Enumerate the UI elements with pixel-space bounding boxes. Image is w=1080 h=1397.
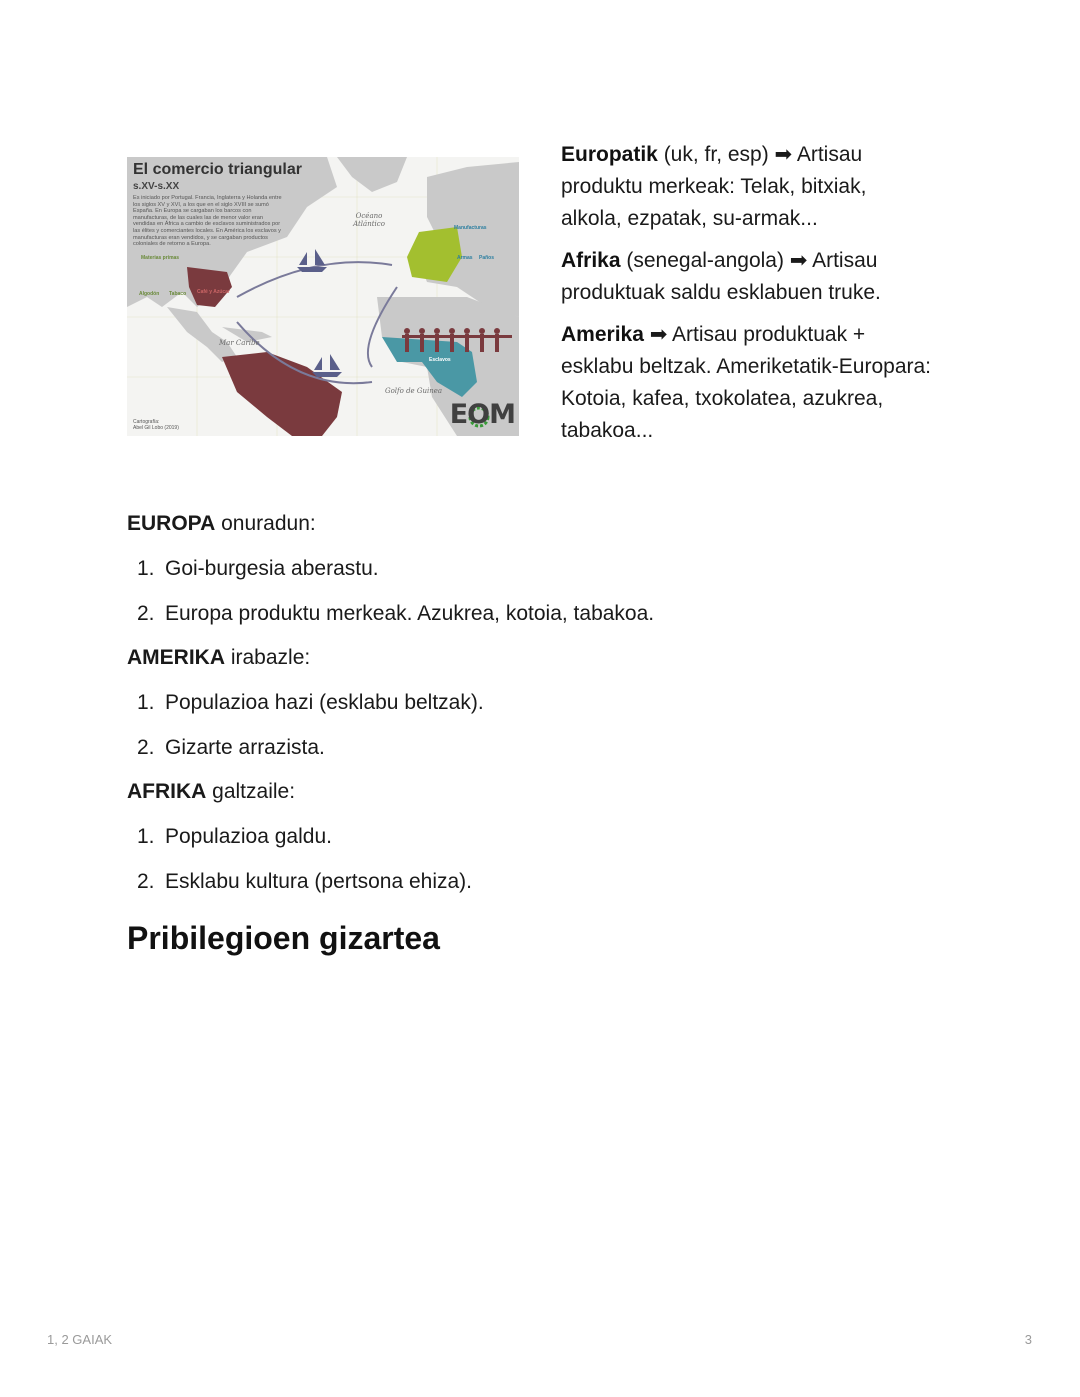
footer-chapter: 1, 2 GAIAK	[47, 1332, 113, 1347]
trade-description	[561, 139, 931, 457]
list-item: 1. Goi-burgesia aberastu.	[137, 557, 379, 580]
amerika-heading: AMERIKA irabazle:	[127, 646, 311, 669]
list-item: 2. Europa produktu merkeak. Azukrea, kotoia, tabakoa.	[137, 601, 655, 625]
caribe-label: Mar Caribe	[219, 339, 260, 347]
map-subtitle: s.XV-s.XX	[133, 181, 180, 192]
afrika-heading: AFRIKA galtzaile:	[127, 780, 296, 803]
map-title: El comercio triangular	[133, 161, 302, 178]
manufacturas-label: Manufacturas	[454, 225, 487, 231]
map-credit: Cartografía: Abel Gil Lobo (2019)	[133, 419, 179, 431]
afrika-list	[127, 820, 947, 909]
eom-logo: EOM	[449, 399, 515, 430]
esclavos-label: Esclavos	[429, 357, 451, 363]
materias-label: Materias primas	[141, 255, 180, 261]
amerika-list	[127, 686, 947, 775]
america-paragraph: Amerika ➡ Artisau produktuak + esklabu beltzak. Ameriketatik-Europara: Kotoia, kafea, txokolatea, azukrea, tabakoa...	[561, 323, 932, 442]
europa-list	[127, 552, 947, 641]
telas-label: Paños	[479, 255, 495, 261]
list-item: 2. Esklabu kultura (pertsona ehiza).	[137, 869, 472, 893]
cafe-label: Café y Azúcar	[197, 289, 230, 295]
africa-paragraph: Afrika (senegal-angola) ➡ Artisau produktuak saldu esklabuen truke.	[561, 249, 881, 304]
map-description: Es iniciado por Portugal. Francia, Inglaterra y Holanda entre los siglos XV y XVI, a los que en el siglo XVIII se sumó España. En Europa se cargaban los barcos con manufacturas, de las cuales las de menor valor eran vendidas en África a cambio de esclavos suministrados por las élites y comerciantes locales. En América los esclavos y manufacturas eran vendidos, y se cargaban productos coloniales de retorno a Europa.	[133, 195, 282, 248]
tabaco-label: Tabaco	[169, 291, 187, 297]
list-item: 1. Populazioa hazi (esklabu beltzak).	[137, 691, 484, 714]
section-heading: Pribilegioen gizartea	[127, 920, 440, 956]
south-america-region	[222, 352, 342, 436]
guinea-label: Golfo de Guinea	[385, 387, 443, 395]
list-item: 1. Populazioa galdu.	[137, 825, 332, 848]
algodon-label: Algodón	[139, 291, 160, 297]
europa-heading: EUROPA onuradun:	[127, 512, 316, 535]
page-number: 3	[1024, 1332, 1032, 1347]
armas-label: Armas	[457, 255, 473, 261]
europe-paragraph: Europatik (uk, fr, esp) ➡ Artisau produktu merkeak: Telak, bitxiak, alkola, ezpatak, su-armak...	[561, 143, 867, 230]
triangular-trade-map	[127, 157, 519, 436]
list-item: 2. Gizarte arrazista.	[137, 735, 325, 759]
consequences-section	[127, 507, 947, 909]
ocean-label: Océano Atlántico	[353, 212, 385, 228]
